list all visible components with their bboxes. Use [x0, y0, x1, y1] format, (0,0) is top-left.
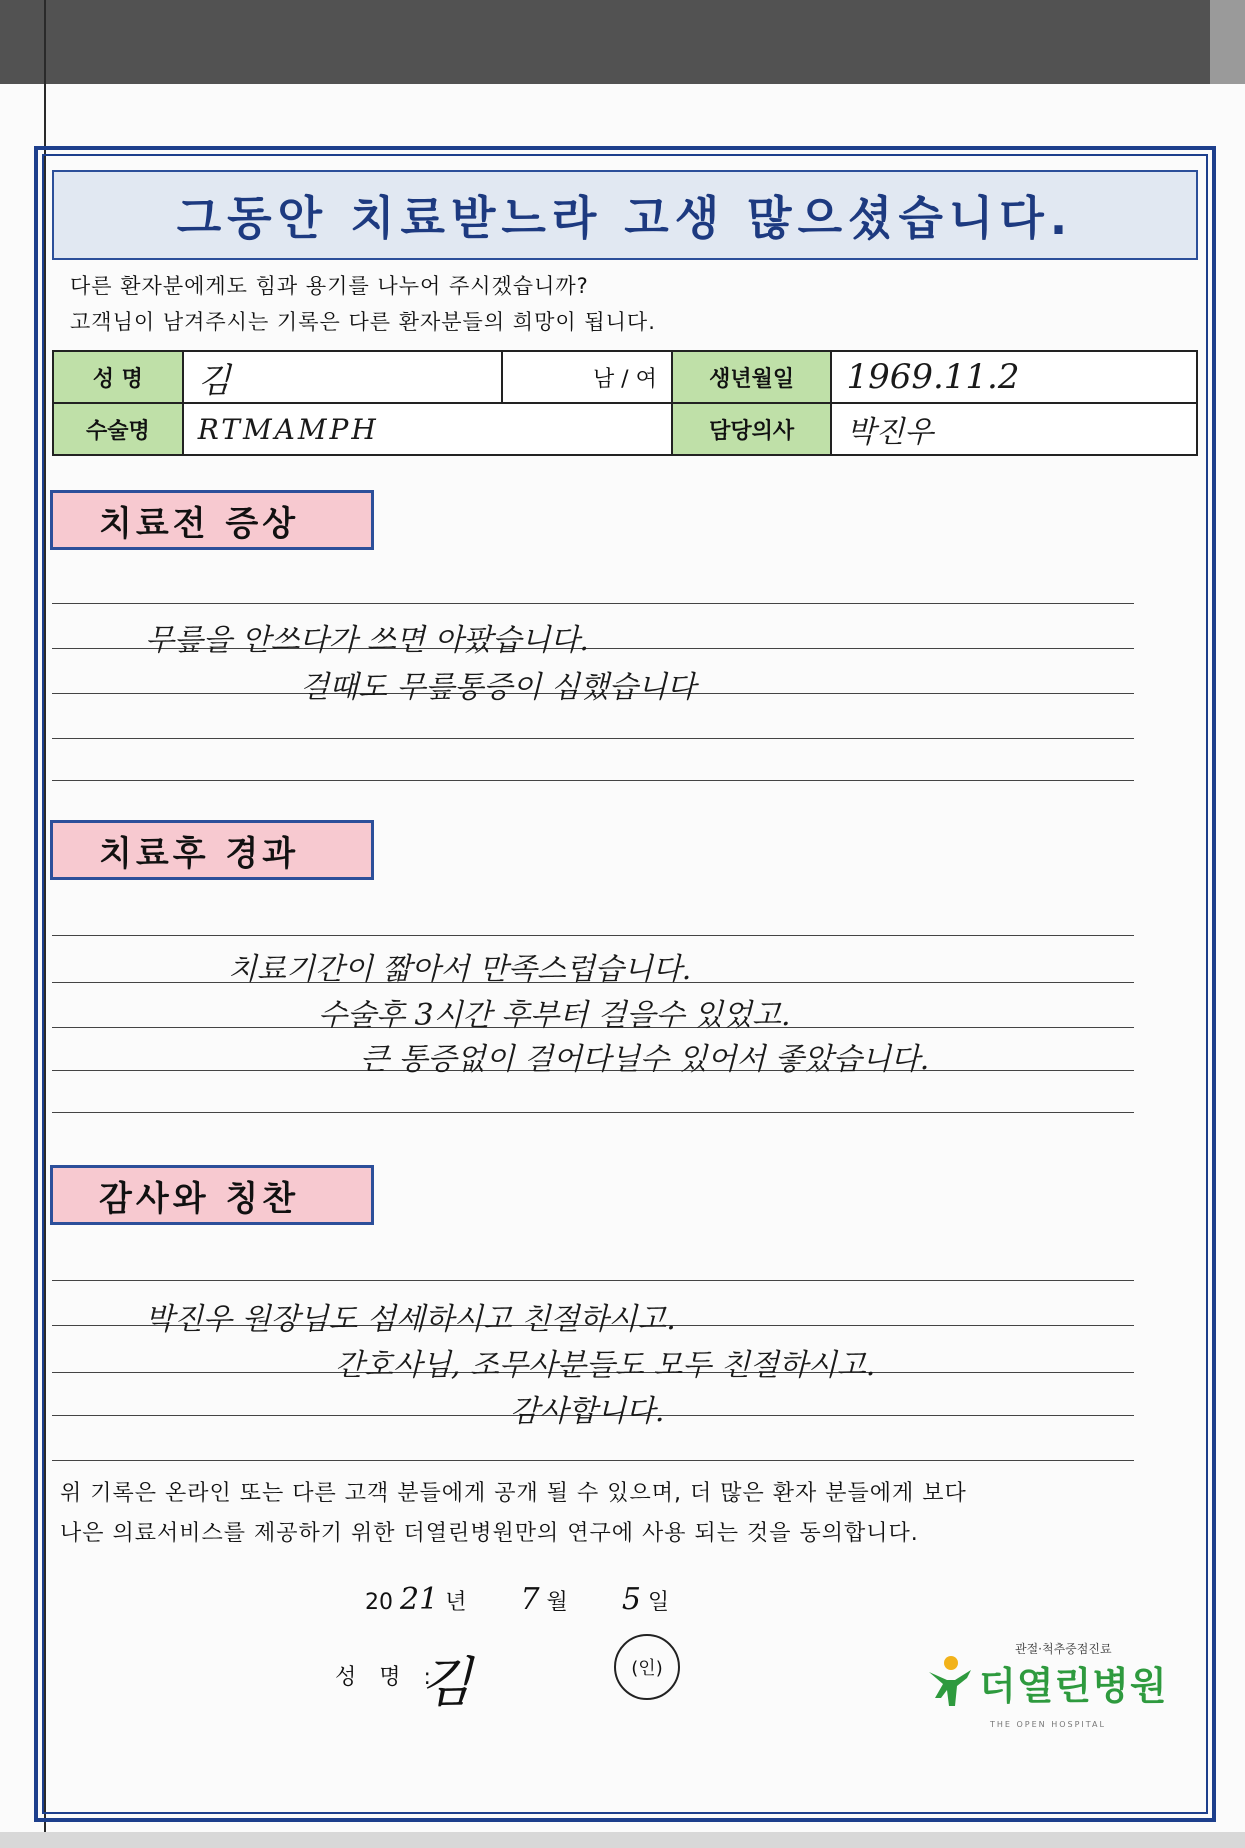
- date-year-hand[interactable]: 21: [400, 1582, 439, 1617]
- doctor-label: 담당의사: [672, 403, 832, 455]
- patient-info-table: [52, 350, 1198, 456]
- hospital-name: 더열린병원: [979, 1663, 1168, 1708]
- date-year-unit: 년: [445, 1590, 467, 1615]
- signature-value[interactable]: 김: [420, 1651, 473, 1714]
- ruled-line: [52, 603, 1134, 604]
- doctor-value-cell[interactable]: [831, 403, 1197, 455]
- section-thanks-header: [50, 1165, 374, 1225]
- name-label: 성 명: [53, 351, 183, 403]
- thanks-line-1[interactable]: 박진우 원장님도 섬세하시고 친절하시고.: [145, 1302, 676, 1337]
- surgery-value: RTMAMPH: [197, 412, 379, 446]
- name-value-cell[interactable]: [183, 351, 502, 403]
- hospital-figure-icon: [925, 1654, 975, 1710]
- scan-top-band: [0, 0, 1245, 84]
- ruled-line: [52, 780, 1134, 781]
- after-line-3[interactable]: 큰 통증없이 걸어다닐수 있어서 좋았습니다.: [360, 1042, 930, 1077]
- surgery-value-cell[interactable]: [183, 403, 672, 455]
- hospital-logo: [925, 1654, 1168, 1710]
- date-month-unit: 월: [546, 1590, 568, 1615]
- intro-line-2: 고객님이 남겨주시는 기록은 다른 환자분들의 희망이 됩니다.: [70, 310, 656, 334]
- signature-label: 성 명 :: [335, 1665, 439, 1690]
- section-before-header: [50, 490, 374, 550]
- consent-line-2: 나은 의료서비스를 제공하기 위한 더열린병원만의 연구에 사용 되는 것을 동의합니다.: [60, 1521, 919, 1546]
- before-line-1[interactable]: 무릎을 안쓰다가 쓰면 아팠습니다.: [145, 623, 589, 658]
- birth-label: 생년월일: [672, 351, 832, 403]
- ruled-line: [52, 1280, 1134, 1281]
- ruled-line: [52, 738, 1134, 739]
- doctor-value: 박진우: [846, 415, 934, 450]
- date-row: [365, 1582, 669, 1617]
- ruled-line: [52, 1112, 1134, 1113]
- consent-line-1: 위 기록은 온라인 또는 다른 고객 분들에게 공개 될 수 있으며, 더 많은 환자 분들에게 보다: [60, 1481, 967, 1506]
- date-month-hand[interactable]: 7: [520, 1582, 540, 1617]
- section-thanks-label: 감사와 칭찬: [99, 1178, 300, 1219]
- hospital-english-name: THE OPEN HOSPITAL: [990, 1720, 1106, 1729]
- section-before-label: 치료전 증상: [99, 503, 300, 544]
- info-row-surgery: [53, 403, 1197, 455]
- after-line-2[interactable]: 수술후 3시간 후부터 걸을수 있었고.: [318, 998, 791, 1033]
- date-day-unit: 일: [647, 1590, 670, 1615]
- scan-top-band-edge: [1210, 0, 1245, 84]
- scan-bottom-edge: [0, 1832, 1245, 1848]
- thanks-line-2[interactable]: 간호사님, 조무사분들도 모두 친절하시고.: [335, 1348, 876, 1383]
- birth-value: 1969.11.2: [846, 357, 1020, 397]
- after-line-1[interactable]: 치료기간이 짧아서 만족스럽습니다.: [228, 952, 692, 987]
- birth-value-cell[interactable]: [831, 351, 1197, 403]
- ruled-line: [52, 935, 1134, 936]
- hospital-subtitle: 관절·척추중점진료: [1015, 1642, 1112, 1656]
- date-day-hand[interactable]: 5: [621, 1582, 641, 1617]
- form-title-box: [52, 170, 1198, 260]
- ruled-line: [52, 1460, 1134, 1461]
- section-after-label: 치료후 경과: [99, 833, 300, 874]
- date-prefix: 20: [365, 1590, 393, 1615]
- intro-line-1: 다른 환자분에게도 힘과 용기를 나누어 주시겠습니까?: [70, 274, 589, 298]
- before-line-2[interactable]: 걸때도 무릎통증이 심했습니다: [300, 670, 696, 705]
- section-after-header: [50, 820, 374, 880]
- seal-text: (인): [631, 1658, 663, 1679]
- info-row-name: [53, 351, 1197, 403]
- thanks-line-3[interactable]: 감사합니다.: [510, 1394, 665, 1429]
- surgery-label: 수술명: [53, 403, 183, 455]
- gender-cell[interactable]: [502, 351, 672, 403]
- gender-text: 남 / 여: [592, 366, 657, 392]
- seal-stamp: [614, 1634, 680, 1700]
- name-value: 김: [197, 360, 231, 401]
- form-title: 그동안 치료받느라 고생 많으셨습니다.: [176, 191, 1074, 245]
